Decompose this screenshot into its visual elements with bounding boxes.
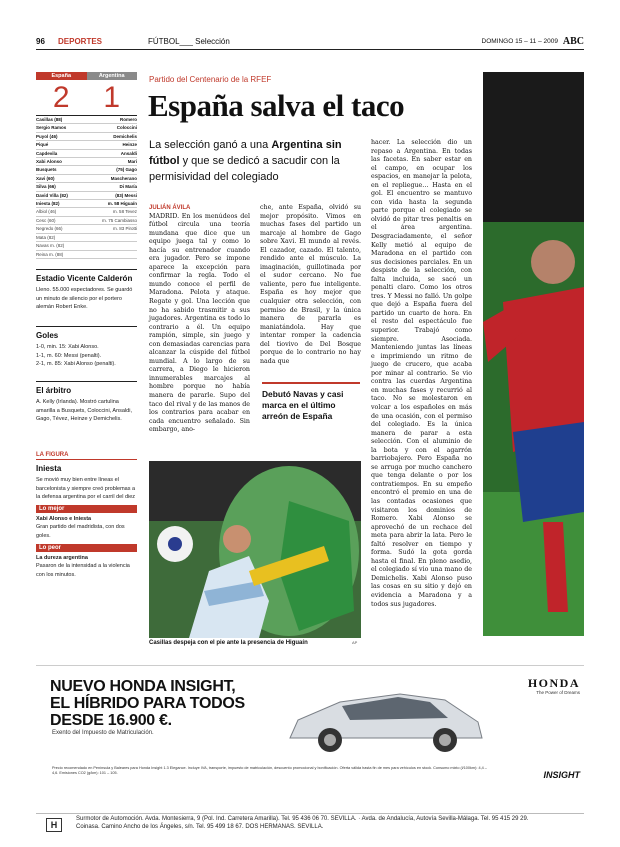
lineup-row [36,150,137,158]
stadium-box [36,269,137,312]
scoreboard [36,80,137,116]
player-b: Romero [119,117,137,122]
article-title [148,88,404,124]
lineup-row [36,251,137,259]
lineup-row [36,208,137,216]
player-a: Sergio Ramos [36,125,67,131]
player-a: Cesc (60) [36,217,56,223]
player-a: Xabi Alonso [36,159,62,165]
best-title: Xabi Alonso e Iniesta [36,515,92,522]
dek-text: y que se dedicó a sacudir con la permisividad del colegiado [149,155,340,183]
player-photo [483,72,584,636]
ad-legal-text: Precio recomendado en Península y Baleares para Honda Insight 1.3 Elegance. Incluye IVA, transporte, impuesto de matriculación, descuento promocional y bonificación. Oferta válida hasta fin de mes para vehículos en stock. Consumo mixto (l/100km): 4,4 – 4,6. Emisiones CO2 (g/km): 101 – 105. [52,766,487,775]
insight-logo: INSIGHT [543,770,580,780]
lineup-rows [36,116,137,259]
dealer-line: Surmotor de Automoción. Avda. Montesierra, 9 (Pol. Ind. Carretera Amarilla). Tel. 95 436 06 70. SEVILLA. · Avda. de Andalucía, Autovía Sevilla-Málaga. Tel. 95 415 29 29. [76,816,529,822]
match-photo-image [149,461,361,638]
lineup-row [36,192,137,200]
dealer-text [76,816,576,831]
dek-text: La selección ganó a una [149,139,272,151]
ad-fine-print: Exento del Impuesto de Matriculación. [52,730,154,736]
pull-quote: Debutó Navas y casi marca en el último arreón de España [262,382,360,422]
player-a: Reina m. (88) [36,251,64,257]
honda-tagline: The Power of Dreams [536,690,580,695]
article-kicker: Partido del Centenario de la RFEF [149,75,272,84]
dek-bold: Argentina sin fútbol [149,139,342,167]
honda-logo: HONDA [527,676,580,690]
honda-h-icon: H [46,818,62,832]
player-b: Mascherano [110,175,137,181]
score-b: 1 [103,81,121,114]
dealer-bar [36,813,584,839]
car-image [280,680,490,756]
player-b: Demichelis [113,133,137,139]
best-text: Gran partido del madridista, con dos goles. [36,524,125,539]
goals-title: Goles [36,326,137,340]
figura-box [36,452,137,579]
lineup-row [36,225,137,233]
column-text: che, ante España, olvidó su mejor propósito. Vimos en muchas fases del partido un marcaje al hombre de Gago sobre Xavi. El mundo al revés. El cazador, cazado. El talento, rendido ante el músculo. La imaginación, guillotinada por el sudor cercano. No fue valiente, pero fue inteligente. España es hoy mejor que cualquier otra selección, con permiso de Brasil, y la única manera de pararla es maniatándola. Hay que intentar romper la cadencia del tiovivo de Del Bosque porque de lo contrario no hay nada que [260,204,361,365]
title-part-emph: taco [351,88,405,123]
column-text: hacer. La selección dio un repaso a Argentina. En todas las facetas. En saber estar en el campo, en ocupar los espacios, en manejar la pelota, en el repliegue… Hasta en el gol. El encuentro se mantuvo con vida hasta la segunda parte porque el colegiado se olvidó de pitar tres penaltis en el área argentina. Desgraciadamente, el señor Kelly metió al equipo de Maradona en el partido con sus decisiones parciales. En un despiste de la selección, con falta incluida, se sacó un penalti claro. Como los otros tres. Y Messi no falló. Un golpe que dejó a España fuera del partido un cuarto de hora. En el resto del espectáculo fue superior. Trabajó como siempre. Asociada. Manteniendo juntas las líneas e imprimiendo un ritmo de juego de crucero, que acaba por minar al contrario. Se vio contra las cuerdas Argentina en muchas fases y recurrió al taco. No se molestaron en volcar a los españoles en más de una ocasión, con el permiso del colegiado. Es la única manera de parar a esta selección. Con el aluminio de la bota y con el agarrón barriobajero. Pero España no se arruga por mucho canchero que tenga delante o por los contratiempos. En su empeño encontró el premio en una de las contadas ocasiones que visitaron los dominios de Romero. Xabi Alonso se aprovechó de un rechace del meta para abrir la lata. Pero le faltó resolver en tiempo y forma. Sudó la gota gorda hasta el final. En pleno asedio, el colegiado sí vio una mano de Demichelis. Xabi Alonso puso las cosas en su sitio y dejó en evidencia a Maradona y a todos sus jugadores. [371,139,472,608]
match-photo [149,461,361,638]
lineup-row [36,124,137,132]
lineup-row [36,166,137,174]
goals-box [36,326,137,369]
subsection-label[interactable]: FÚTBOL___ Selección [148,37,230,46]
stadium-text: Lleno. 55.000 espectadores. Se guardó un minuto de silencio por el portero alemán Robert Enke. [36,287,133,311]
player-a: Negredo (66) [36,226,63,232]
player-a: Piqué [36,142,49,148]
player-b: Mari [127,159,137,165]
best-tag: Lo mejor [36,505,137,513]
referee-box [36,381,137,424]
lineup-box [36,72,137,259]
worst-title: La dureza argentina [36,554,88,561]
player-a: Puyol (46) [36,133,58,139]
dealer-line: Coinasa. Camino Ancho de los Ángeles, s/n. Tel. 95 499 18 67. DOS HERMANAS. SEVILLA. [76,823,324,830]
photo-credit: AP [352,640,358,645]
ad-headline-line: EL HÍBRIDO PARA TODOS [50,695,245,712]
referee-text: A. Kelly (Irlanda). Mostró cartulina amarilla a Busquets, Coloccini, Ansaldi, Gago, Tévez, Heinze y Demichelis. [36,399,132,423]
goal-line: 1-1, m. 60: Messi (penalti). [36,352,102,359]
goal-line: 2-1, m. 85: Xabi Alonso (penalti). [36,361,116,368]
player-a: Iniesta (82) [36,201,60,207]
article-dek [149,137,361,185]
player-a: Capdevila [36,150,58,156]
goal-line: 1-0, min. 15: Xabi Alonso. [36,344,99,350]
issue-date: DOMINGO 15 – 11 – 2009 [481,38,558,45]
worst-tag: Lo peor [36,544,137,552]
player-b: m. 58 Higuaín [107,201,137,207]
lineup-row [36,242,137,250]
section-label[interactable]: DEPORTES [58,37,103,46]
lineup-row [36,183,137,191]
player-a: Xavi (60) [36,175,55,181]
article-column-3 [371,139,472,609]
title-part: España salva el [148,88,352,123]
lineup-row [36,200,137,208]
lineup-row [36,217,137,225]
ad-headline [50,678,245,729]
player-b: Ansaldi [120,150,137,156]
stadium-title: Estadio Vicente Calderón [36,269,137,283]
figura-text: Se movió muy bien entre líneas el barcelonista y siempre creó problemas a la defensa argentina por el carril del diez [36,477,136,501]
lineup-row [36,133,137,141]
player-b: Di María [119,184,137,190]
player-b: m. 58 Tevez [112,209,137,215]
page-number: 96 [36,37,45,46]
article-column-1 [149,204,250,435]
player-a: Busquets [36,167,57,173]
worst-text: Pasaron de la intensidad a la violencia con los minutos. [36,563,130,578]
player-b: (83) Messi [115,192,137,198]
player-a: Albiol (46) [36,209,57,215]
player-photo-image [483,72,584,636]
player-a: Navas m. (82) [36,243,65,249]
photo-caption: Casillas despeja con el pie ante la presencia de Higuaín [149,640,308,646]
player-a: David Villa (82) [36,192,68,198]
figura-title: Iniesta [36,464,62,473]
brand-logo[interactable]: ABC [562,36,584,47]
player-a: Silva (66) [36,184,56,190]
lineup-row [36,116,137,124]
lineup-row [36,234,137,242]
column-text: MADRID. En los menúdeos del fútbol circula una teoría mundana que dice que un equipo juega tal y como lo hacía su entrenador cuando era jugador. Pero se impone aparece la excepción para confirmar la regla. Todo el mundo conoce el perfil de Maradona. Pelota y ataque. Regate y gol. Una lección que no ha sabido trasmitir a sus jugadores. Argentina es todo lo contrario a él. Un equipo rampión, simple, sin juego y con demasiadas carencias para alcanzar la cúspide del fútbol mundial. A lo largo de su carrera, a Diego le hicieron innumerables marcajes al hombre porque no había manera de pararle. Supo del taco del rival y de las manos de los contrarios para acabar en cada encuentro señalado. Sin embargo, ano- [149,212,250,434]
player-b: Coloccini [116,125,137,131]
byline: JULIÁN ÁVILA [149,205,191,211]
referee-title: El árbitro [36,381,137,395]
ad-headline-line: DESDE 16.900 €. [50,712,172,729]
player-b: Heinze [122,142,137,148]
lineup-row [36,141,137,149]
page-header [36,36,584,50]
honda-ad[interactable] [36,665,584,813]
player-b: m. 75 Cambiasso [101,217,137,223]
figura-label: LA FIGURA [36,452,137,460]
player-a: Casillas (88) [36,117,63,122]
ad-headline-line: NUEVO HONDA INSIGHT, [50,678,236,695]
player-b: m. 83 Pirotti [112,226,137,232]
article-column-2 [260,204,361,366]
team-a-label: España [36,72,87,80]
score-a: 2 [52,81,70,114]
lineup-header [36,72,137,80]
team-b-label: Argentina [87,72,138,80]
lineup-row [36,158,137,166]
lineup-row [36,175,137,183]
player-b: (75) Gago [116,167,137,173]
player-a: Mata (82) [36,234,56,240]
